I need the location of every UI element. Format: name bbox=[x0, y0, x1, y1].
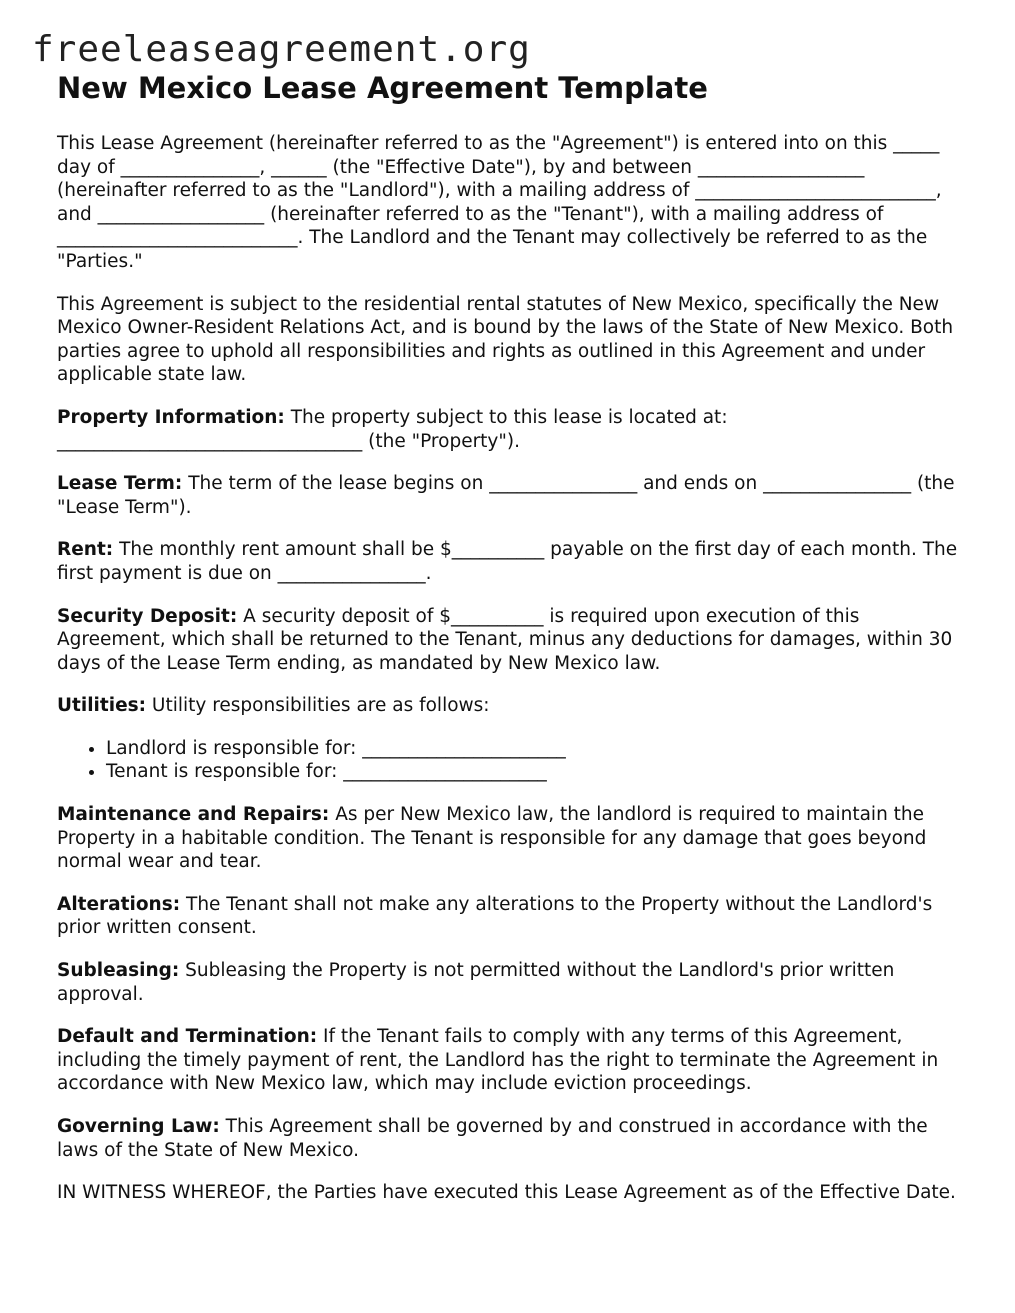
default-text: If the Tenant fails to comply with any terms of this Agreement, including the timely payment of rent, the Landlord has the right to terminate the Agreement in accordance with New Mexico law, which may include eviction proceedings. bbox=[57, 1026, 939, 1095]
alterations-text: The Tenant shall not make any alterations to the Property without the Landlord's prior written consent. bbox=[57, 893, 933, 939]
list-item: • Landlord is responsible for: ______________________ bbox=[106, 737, 962, 761]
default-heading: Default and Termination: bbox=[57, 1026, 318, 1048]
lease-term-heading: Lease Term: bbox=[57, 473, 183, 495]
maintenance-heading: Maintenance and Repairs: bbox=[57, 804, 330, 826]
alterations-section bbox=[57, 893, 962, 940]
default-section bbox=[57, 1025, 962, 1096]
rent-heading: Rent: bbox=[57, 539, 114, 561]
governing-law-text: This Agreement shall be governed by and construed in accordance with the laws of the State of New Mexico. bbox=[57, 1116, 928, 1161]
witness-paragraph: IN WITNESS WHEREOF, the Parties have executed this Lease Agreement as of the Effective Date. bbox=[57, 1182, 956, 1204]
intro-paragraph: This Lease Agreement (hereinafter referred to as the "Agreement") is entered into on this _____ day of _______________, ______ (the "Effective Date"), by and between __________________ (hereinafter referred to as the "Landlord"), with a mailing address of __________________________, and __________________ (hereinafter referred to as the "Tenant"), with a mailing address of __________________________. The Landlord and the Tenant may collectively be referred to as the "Parties." bbox=[57, 133, 942, 272]
subleasing-text: Subleasing the Property is not permitted without the Landlord's prior written approval. bbox=[57, 960, 895, 1005]
maintenance-section bbox=[57, 803, 962, 874]
property-text: The property subject to this lease is located at: _________________________________ (the "Property"). bbox=[57, 406, 728, 452]
document-body bbox=[57, 68, 962, 1224]
utilities-section bbox=[57, 694, 962, 718]
subleasing-section bbox=[57, 959, 962, 1006]
alterations-heading: Alterations: bbox=[57, 893, 181, 915]
maintenance-text: As per New Mexico law, the landlord is required to maintain the Property in a habitable condition. The Tenant is responsible for any damage that goes beyond normal wear and tear. bbox=[57, 804, 927, 873]
document-title: New Mexico Lease Agreement Template bbox=[57, 71, 708, 105]
lease-term-section bbox=[57, 472, 962, 519]
utilities-list bbox=[57, 737, 962, 784]
utilities-heading: Utilities: bbox=[57, 695, 147, 717]
rent-section bbox=[57, 538, 962, 585]
deposit-text: A security deposit of $__________ is required upon execution of this Agreement, which shall be returned to the Tenant, minus any deductions for damages, within 30 days of the Lease Term ending, as mandated by New Mexico law. bbox=[57, 605, 953, 674]
lease-term-text: The term of the lease begins on ________________ and ends on ________________ (the "Lease Term"). bbox=[57, 473, 955, 518]
statutes-paragraph: This Agreement is subject to the residential rental statutes of New Mexico, specifically the New Mexico Owner-Resident Relations Act, and is bound by the laws of the State of New Mexico. Both parties agree to uphold all responsibilities and rights as outlined in this Agreement and under applicable state law. bbox=[57, 293, 954, 386]
governing-law-section bbox=[57, 1115, 962, 1162]
list-item: • Tenant is responsible for: ______________________ bbox=[106, 760, 962, 784]
site-watermark: freeleaseagreement.org bbox=[32, 29, 531, 70]
property-heading: Property Information: bbox=[57, 406, 285, 428]
governing-law-heading: Governing Law: bbox=[57, 1116, 220, 1137]
rent-text: The monthly rent amount shall be $__________ payable on the first day of each month. The first payment is due on ________________. bbox=[57, 539, 958, 584]
utilities-text: Utility responsibilities are as follows: bbox=[146, 695, 490, 717]
property-section bbox=[57, 406, 962, 453]
deposit-section bbox=[57, 605, 962, 676]
deposit-heading: Security Deposit: bbox=[57, 605, 238, 627]
subleasing-heading: Subleasing: bbox=[57, 960, 180, 982]
